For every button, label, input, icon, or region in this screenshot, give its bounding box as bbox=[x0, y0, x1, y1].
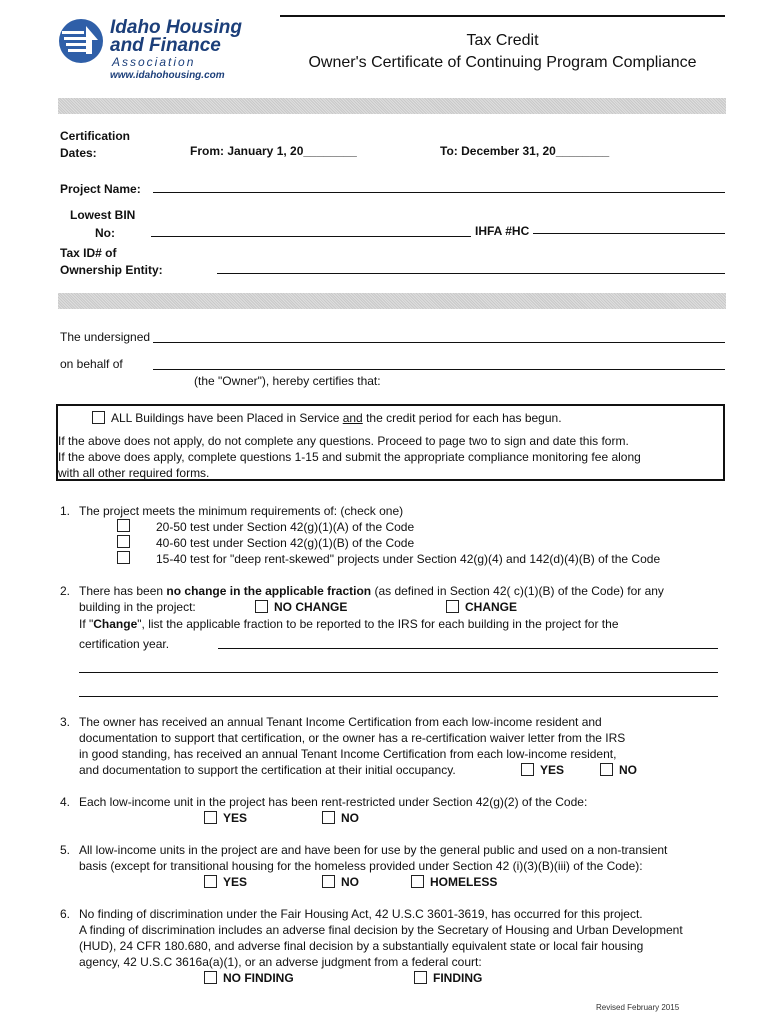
section-divider bbox=[58, 98, 726, 114]
q2-number: 2. bbox=[60, 584, 71, 598]
ihfa-field[interactable] bbox=[533, 233, 725, 234]
revision-note: Revised February 2015 bbox=[596, 1003, 680, 1012]
cert-to-date[interactable]: To: December 31, 20________ bbox=[440, 144, 610, 158]
q2-line3 bbox=[79, 616, 619, 632]
behalf-label: on behalf of bbox=[60, 357, 123, 371]
q6-line1: No finding of discrimination under the Fair Housing Act, 42 U.S.C 3601-3619, has occurred for this project. bbox=[79, 907, 643, 921]
cert-label-1: Certification bbox=[60, 129, 131, 143]
q4-number: 4. bbox=[60, 795, 71, 809]
q5-no-checkbox[interactable] bbox=[322, 875, 335, 888]
q5-no-label: NO bbox=[341, 875, 359, 889]
logo-mark-icon bbox=[58, 18, 104, 64]
q2-change-checkbox[interactable] bbox=[446, 600, 459, 613]
taxid-label-2: Ownership Entity: bbox=[60, 263, 163, 277]
q2-line4: certification year. bbox=[79, 637, 170, 651]
q3-yes-label: YES bbox=[540, 763, 565, 777]
q2-line3-pre: If " bbox=[79, 617, 94, 631]
project-name-label: Project Name: bbox=[60, 182, 141, 196]
q1-option1-label: 20-50 test under Section 42(g)(1)(A) of the Code bbox=[156, 520, 415, 534]
q1-option3-label: 15-40 test for "deep rent-skewed" projects under Section 42(g)(4) and 142(d)(4)(B) of the Code bbox=[156, 552, 661, 566]
q6-no-finding-checkbox[interactable] bbox=[204, 971, 217, 984]
org-name-line1: Idaho Housing bbox=[110, 17, 242, 38]
q3-line1: The owner has received an annual Tenant Income Certification from each low-income resident and bbox=[79, 715, 602, 729]
q1-option2-checkbox[interactable] bbox=[117, 535, 130, 548]
q6-no-finding-option[interactable] bbox=[204, 970, 294, 986]
q1-number: 1. bbox=[60, 504, 71, 518]
owner-certifies-text: (the "Owner"), hereby certifies that: bbox=[194, 374, 381, 388]
q2-fraction-field-1[interactable] bbox=[218, 648, 718, 649]
behalf-field[interactable] bbox=[153, 369, 725, 370]
placed-in-service-option[interactable] bbox=[92, 410, 562, 426]
q5-yes-option[interactable] bbox=[204, 874, 247, 890]
q6-number: 6. bbox=[60, 907, 71, 921]
q1-text: The project meets the minimum requirements of: (check one) bbox=[79, 504, 404, 518]
q5-homeless-option[interactable] bbox=[411, 874, 497, 890]
form-title: Tax Credit bbox=[466, 32, 539, 49]
placed-in-service-checkbox[interactable] bbox=[92, 411, 105, 424]
undersigned-label: The undersigned bbox=[60, 330, 151, 344]
cert-from-date[interactable]: From: January 1, 20________ bbox=[190, 144, 357, 158]
q2-change-option[interactable] bbox=[446, 599, 517, 615]
q6-line4: agency, 42 U.S.C 3616a(a)(1), or an adverse judgment from a federal court: bbox=[79, 955, 482, 969]
q5-no-option[interactable] bbox=[322, 874, 359, 890]
project-name-field[interactable] bbox=[153, 192, 725, 193]
box-line-3: with all other required forms. bbox=[58, 466, 210, 480]
taxid-label-1: Tax ID# of bbox=[60, 246, 117, 260]
placed-in-service-text-and: and bbox=[342, 411, 363, 425]
bin-label-1: Lowest BIN bbox=[70, 208, 136, 222]
website-link[interactable]: www.idahohousing.com bbox=[110, 70, 225, 81]
header-rule bbox=[280, 15, 725, 17]
q2-line3-post: ", list the applicable fraction to be reported to the IRS for each building in the project for the bbox=[137, 617, 619, 631]
taxid-field[interactable] bbox=[217, 273, 725, 274]
form-subtitle: Owner's Certificate of Continuing Program Compliance bbox=[308, 54, 697, 71]
q4-yes-label: YES bbox=[223, 811, 248, 825]
org-name-line3: Association bbox=[112, 55, 196, 69]
q6-line2: A finding of discrimination includes an adverse final decision by the Secretary of Housing and Urban Development bbox=[79, 923, 683, 937]
q6-no-finding-label: NO FINDING bbox=[223, 971, 294, 985]
q2-change-label: CHANGE bbox=[465, 600, 518, 614]
q6-finding-label: FINDING bbox=[433, 971, 483, 985]
q5-line1: All low-income units in the project are and have been for use by the general public and used on a non-transient bbox=[79, 843, 668, 857]
q2-fraction-field-3[interactable] bbox=[79, 696, 718, 697]
org-name-line2: and Finance bbox=[110, 35, 221, 56]
placed-in-service-text-post: the credit period for each has begun. bbox=[362, 411, 562, 425]
section-divider-2 bbox=[58, 293, 726, 309]
box-line-1: If the above does not apply, do not complete any questions. Proceed to page two to sign and date this form. bbox=[58, 434, 629, 448]
q6-finding-checkbox[interactable] bbox=[414, 971, 427, 984]
q4-no-checkbox[interactable] bbox=[322, 811, 335, 824]
q2-no-change-option[interactable] bbox=[255, 599, 347, 615]
box-line-2: If the above does apply, complete questions 1-15 and submit the appropriate compliance monitoring fee along bbox=[58, 450, 641, 464]
q3-no-label: NO bbox=[619, 763, 637, 777]
q4-text: Each low-income unit in the project has been rent-restricted under Section 42(g)(2) of the Code: bbox=[79, 795, 588, 809]
q2-no-change-label: NO CHANGE bbox=[274, 600, 348, 614]
logo bbox=[58, 18, 258, 80]
q2-line1-bold: no change in the applicable fraction bbox=[166, 584, 372, 598]
q3-line3: in good standing, has received an annual Tenant Income Certification from each low-income resident, bbox=[79, 747, 617, 761]
bin-label-2: No: bbox=[95, 226, 115, 240]
q2-line1 bbox=[79, 583, 664, 599]
q2-line2: building in the project: bbox=[79, 600, 196, 614]
q3-yes-checkbox[interactable] bbox=[521, 763, 534, 776]
q2-line3-bold: Change bbox=[93, 617, 138, 631]
q5-homeless-label: HOMELESS bbox=[430, 875, 498, 889]
q2-line1-pre: There has been bbox=[79, 584, 167, 598]
q5-homeless-checkbox[interactable] bbox=[411, 875, 424, 888]
q4-no-label: NO bbox=[341, 811, 359, 825]
q2-fraction-field-2[interactable] bbox=[79, 672, 718, 673]
q6-finding-option[interactable] bbox=[414, 970, 482, 986]
q4-yes-checkbox[interactable] bbox=[204, 811, 217, 824]
q1-option1-checkbox[interactable] bbox=[117, 519, 130, 532]
q1-option2-label: 40-60 test under Section 42(g)(1)(B) of the Code bbox=[156, 536, 415, 550]
q3-line4: and documentation to support the certification at their initial occupancy. bbox=[79, 763, 456, 777]
q3-line2: documentation to support that certification, or the owner has a re-certification waiver letter from the IRS bbox=[79, 731, 626, 745]
q5-line2: basis (except for transitional housing for the homeless provided under Section 42 (i)(3)(B)(iii) of the Code): bbox=[79, 859, 643, 873]
q2-no-change-checkbox[interactable] bbox=[255, 600, 268, 613]
q5-number: 5. bbox=[60, 843, 71, 857]
bin-field[interactable] bbox=[151, 236, 471, 237]
placed-in-service-text-pre: ALL Buildings have been Placed in Service bbox=[111, 411, 343, 425]
undersigned-field[interactable] bbox=[153, 342, 725, 343]
q4-no-option[interactable] bbox=[322, 810, 359, 826]
q6-line3: (HUD), 24 CFR 180.680, and adverse final decision by a substantially equivalent state or local fair housing bbox=[79, 939, 644, 953]
q5-yes-checkbox[interactable] bbox=[204, 875, 217, 888]
ihfa-label: IHFA #HC bbox=[475, 224, 530, 238]
q3-number: 3. bbox=[60, 715, 71, 729]
cert-label-2: Dates: bbox=[60, 146, 97, 160]
q4-yes-option[interactable] bbox=[204, 810, 247, 826]
q3-no-checkbox[interactable] bbox=[600, 763, 613, 776]
q2-line1-post: (as defined in Section 42( c)(1)(B) of the Code) for any bbox=[371, 584, 664, 598]
q3-yes-option[interactable] bbox=[521, 762, 564, 778]
q1-option3-checkbox[interactable] bbox=[117, 551, 130, 564]
q3-no-option[interactable] bbox=[600, 762, 637, 778]
q5-yes-label: YES bbox=[223, 875, 248, 889]
